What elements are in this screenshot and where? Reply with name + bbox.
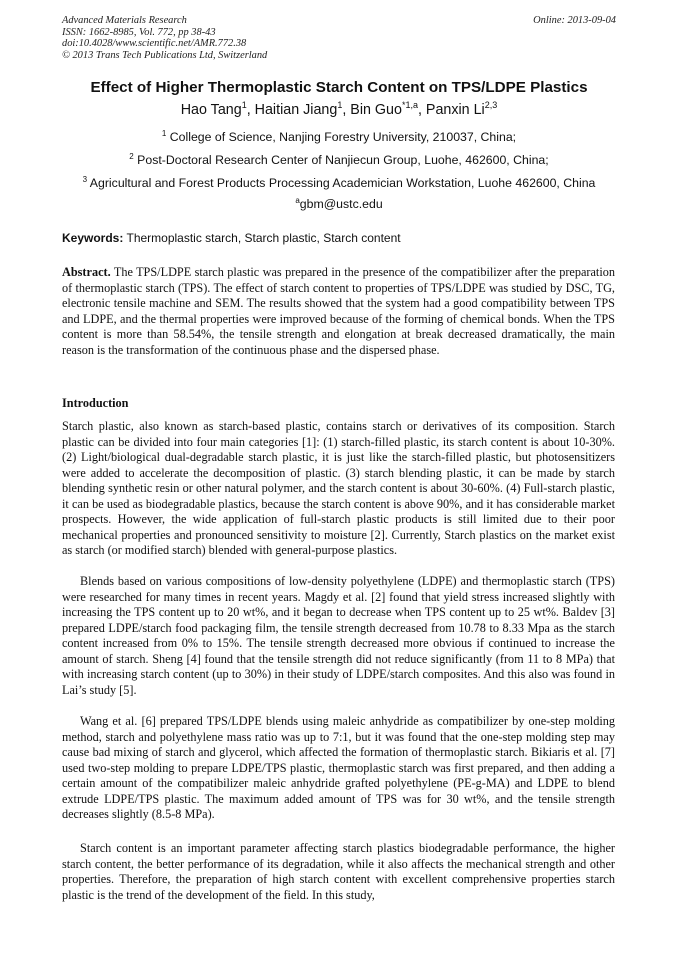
affiliation-text: College of Science, Nanjing Forestry University, 210037, China; <box>169 130 517 144</box>
keywords <box>62 231 401 245</box>
journal-name: Advanced Materials Research <box>62 15 187 26</box>
affiliation-mark: 2 <box>129 152 134 161</box>
author-affiliation-mark: *1,a <box>401 100 418 110</box>
journal-issn: ISSN: 1662-8985, Vol. 772, pp 38-43 <box>62 26 216 38</box>
paragraph: Wang et al. [6] prepared TPS/LDPE blends using maleic anhydride as compatibilizer by one-step molding method, starch and polyethylene mass ratio was up to 7:1, but it was found that the one-step molding step may cause bad mixing of starch and glycerol, which affected the formation of thermoplastic starch. Bikiaris et al. [7] used two-step molding to prepare LDPE/TPS plastic, thermoplastic starch was first prepared, and then adding a certain amount of the compatibilizer maleic anhydride grafted polyethylene (PE-g-MA) and LDPE to blend extrude LDPE/TPS plastic. The maximum added amount of TPS was for 30 wt%, and the tensile strength decreases slightly (8.5-8 MPa). <box>62 714 615 822</box>
abstract-label: Abstract. <box>62 265 111 279</box>
affiliation <box>0 153 678 167</box>
affiliation-mark: 3 <box>82 175 88 184</box>
affiliation <box>0 176 678 190</box>
journal-copyright: © 2013 Trans Tech Publications Ltd, Switzerland <box>62 49 268 61</box>
affiliation-text: Agricultural and Forest Products Processing Academician Workstation, Luohe 462600, China <box>89 176 596 190</box>
author-affiliation-mark: 2,3 <box>484 100 498 110</box>
email-mark: a <box>295 196 300 205</box>
author-name: Bin Guo <box>350 102 402 118</box>
abstract-text: The TPS/LDPE starch plastic was prepared in the presence of the compatibilizer after the preparation of thermoplastic starch (TPS). The effect of starch content to properties of TPS/LDPE was studied by DSC, TG, electronic tensile machine and SEM. The results showed that the system had a good compatibility between TPS and LDPE, and the thermal properties were improved because of the forming of chemical bonds. When the TPS content is more than 58.54%, the tensile strength and elongation at break decreased dramatically, the main reason is the transformation of the continuous phase and the dispersed phase. <box>62 265 615 357</box>
keywords-label: Keywords: <box>62 231 124 245</box>
author-name: Panxin Li <box>425 102 485 118</box>
journal-header <box>62 15 267 61</box>
author-list: Hao Tang$^1$, Haitian Jiang$^1$, Bin Guo$^{*1,a}$, Panxin Li$^{2,3}$ <box>180 100 498 118</box>
paragraph: Starch content is an important parameter affecting starch plastics biodegradable performance, the higher starch content, the better performance of its degradation, while it also affects the mechanical strength and other properties. Therefore, the preparation of high starch content with excellent comprehensive properties starch plastic is the trend of the development of the field. In this study, <box>62 841 615 902</box>
author-name: Hao Tang <box>180 102 242 118</box>
online-date: Online: 2013-09-04 <box>533 15 616 26</box>
journal-doi: doi:10.4028/www.scientific.net/AMR.772.38 <box>62 38 247 50</box>
email-address: gbm@ustc.edu <box>299 197 383 211</box>
paragraph: Starch plastic, also known as starch-based plastic, contains starch or derivatives of its composition. Starch plastic can be divided into four main categories [1]: (1) starch-filled plastic, its starch content is about 10-30%. (2) Light/biological dual-degradable starch plastic, it is just like the starch-filled plastic, but photosensitizers were added to accelerate the decomposition of plastic. (3) starch blending plastic, it can be made by starch blending synthetic resin or other natural polymer, and the starch content is about 30-60%. (4) Full-starch plastic, it can be used as biodegradable plastics, because the starch content is above 90%, and it has considerable market prospects. However, the wide application of full-starch plastic products is still limited due to their poor mechanical properties and pronounced sensitivity to moisture [2]. Currently, Starch plastics on the market exist as starch (or modified starch) blended with general-purpose plastics. <box>62 419 615 558</box>
affiliation-mark: 1 <box>161 129 167 138</box>
paragraph: Blends based on various compositions of low-density polyethylene (LDPE) and thermoplastic starch (TPS) were researched for many times in recent years. Magdy et al. [2] found that yield stress increased slightly with increasing the TPS content up to 20 wt%, and it began to decrease when TPS content up to 25 wt%. Baldev [3] prepared LDPE/starch food packaging film, the tensile strength decreased from 10.78 to 8.33 Mpa as the starch content increased from 0% to 15%. The tensile strength decreased more obvious if continued to increase the amount of starch. Sheng [4] found that the tensile strength did not reduce significantly (from 11 to 8 MPa) that with increasing starch content (up to 30%) in their study of LDPE/starch composites. And this also was found in Lai’s study [5]. <box>62 574 615 697</box>
author-affiliation-mark: 1 <box>241 100 247 110</box>
author-name: Haitian Jiang <box>254 102 338 118</box>
abstract <box>62 265 615 358</box>
section-heading-introduction: Introduction <box>62 396 129 410</box>
keywords-text: Thermoplastic starch, Starch plastic, Starch content <box>126 231 401 245</box>
author-email <box>0 197 678 211</box>
affiliation-text: Post-Doctoral Research Center of Nanjiecun Group, Luohe, 462600, China; <box>137 153 549 167</box>
affiliation <box>0 130 678 144</box>
author-affiliation-mark: 1 <box>337 100 343 110</box>
paper-title: Effect of Higher Thermoplastic Starch Content on TPS/LDPE Plastics <box>90 79 588 96</box>
